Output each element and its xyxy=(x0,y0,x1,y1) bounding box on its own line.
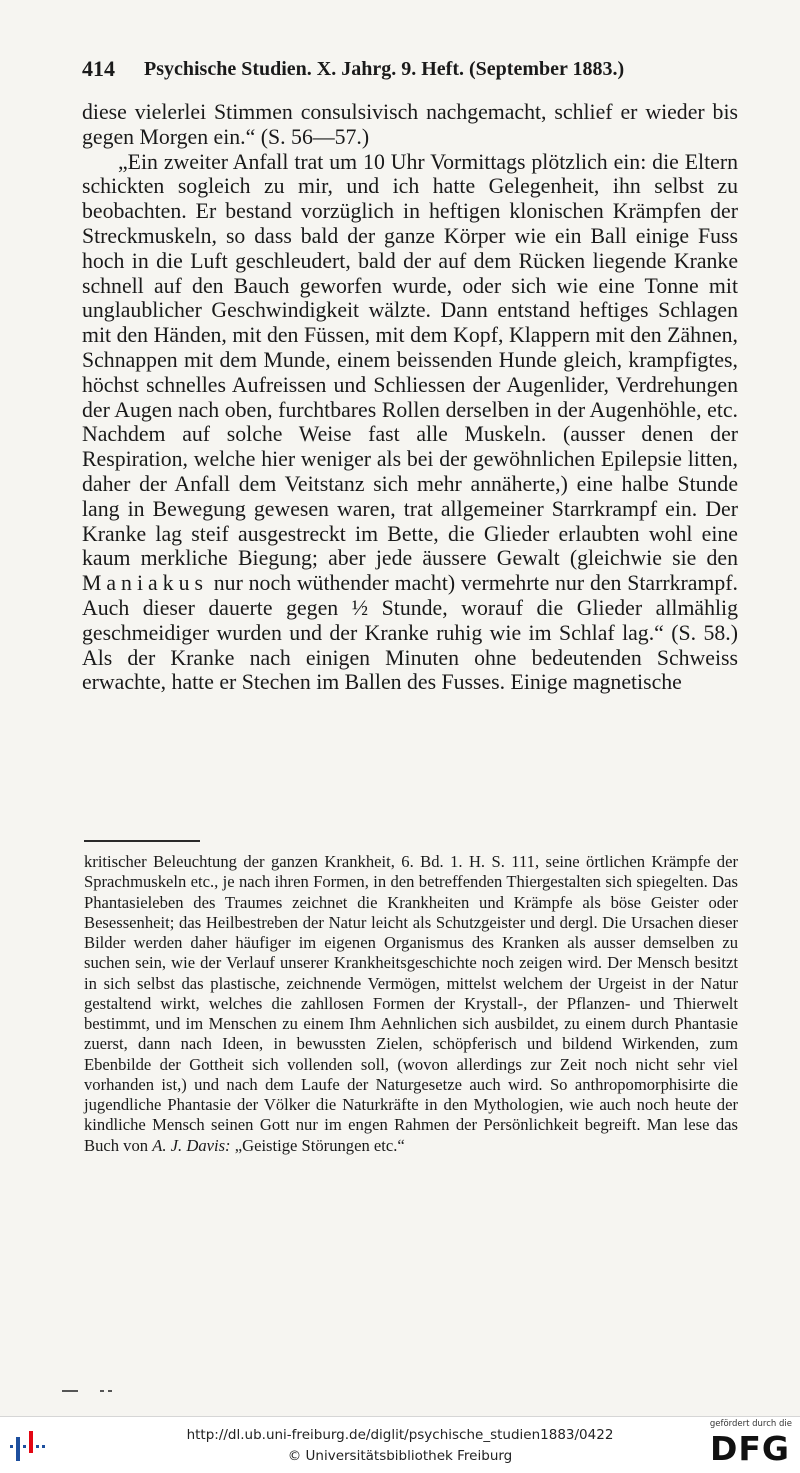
main-text xyxy=(82,100,738,695)
paragraph-2 xyxy=(82,150,738,696)
paragraph-2-part-2: nur noch wüthender macht) vermehrte nur den Starrkrampf. Auch dieser dauerte gegen ½ Stunde, worauf die Glieder allmählig geschmeidiger wurden und der Kranke ruhig wie im Schlaf lag.“ (S. 58.) Als der Kranke nach einigen Minuten ohne bedeutenden Schweiss erwachte, hatte er Stechen im Ballen des Fusses. Einige magnetische xyxy=(82,571,738,695)
footnote xyxy=(84,852,738,1156)
paragraph-2-part-1: „Ein zweiter Anfall trat um 10 Uhr Vormittags plötzlich ein: die Eltern schickten sogleich zu mir, und ich hatte Gelegenheit, ihn selbst zu beobachten. Er bestand vorzüglich in heftigen klonischen Krämpfen der Streckmuskeln, so dass bald der ganze Körper wie ein Ball einige Fuss hoch in die Luft geschleudert, bald der auf dem Rücken liegende Kranke schnell auf den Bauch geworfen wurde, oder sich wie eine Tonne mit unglaublicher Geschwindigkeit wälzte. Dann entstand heftiges Schlagen mit den Händen, mit den Füssen, mit dem Kopf, Klappern mit den Zähnen, Schnappen mit dem Munde, einem beissenden Hunde gleich, krampfigtes, höchst schnelles Aufreissen und Schliessen der Augenlider, Verdrehungen der Augen nach oben, furchtbares Rollen derselben in der Augenhöhle, etc. Nachdem auf solche Weise fast alle Muskeln. (ausser denen der Respiration, welche hier weniger als bei der gewöhnlichen Epilepsie litten, daher der Anfall dem Veitstanz sich mehr annäherte,) eine halbe Stunde lang in Bewegung gewesen waren, trat allgemeiner Starrkrampf ein. Der Kranke lag steif ausgestreckt im Bette, die Glieder erlaubten wohl eine kaum merkliche Biegung; aber jede äussere Gewalt (gleichwie sie den xyxy=(82,149,738,571)
spaced-word: Maniakus xyxy=(82,571,208,596)
printer-marks xyxy=(62,1388,122,1394)
permalink-url[interactable]: http://dl.ub.uni-freiburg.de/diglit/psychische_studien1883/0422 xyxy=(186,1427,614,1443)
dfg-logo: DFG xyxy=(709,1429,790,1468)
viewer-footer xyxy=(0,1416,800,1473)
page-number: 414 xyxy=(82,56,115,81)
running-title: Psychische Studien. X. Jahrg. 9. Heft. (September 1883.) xyxy=(144,58,625,80)
footnote-text: kritischer Beleuchtung der ganzen Krankheit, 6. Bd. 1. H. S. 111, seine örtlichen Krämpfe der Sprachmuskeln etc., je nach ihren Formen, in den betreffenden Thiergestalten sich spiegelten. Das Phantasieleben des Traumes zeichnet die Krankheiten und Krämpfe als böse Geister oder Besessenheit; das Heilbestreben der Natur leicht als Schutzgeister und dergl. Die Ursachen dieser Bilder werden daher häufiger im eigenen Organismus des Kranken als ausser demselben zu suchen sein, wie der Verlauf unserer Krankheitsgeschichte noch zeigen wird. Der Mensch besitzt in sich selbst das plastische, zeichnende Vermögen, mittelst welchem der Urgeist in der Natur gestaltend wirkt, welches die zahllosen Formen der Krystall-, der Pflanzen- und Thierwelt bestimmt, und im Menschen zu einem Ihm Aehnlichen sich ausbildet, zu einem durch Phantasie zuerst, dann nach Ideen, in bewussten Zielen, schöpferisch und bildend Wirkenden, zum Ebenbilde der Gottheit sich vollenden soll, (wovon allerdings zur Zeit noch nicht sehr viel vorhanden ist,) und nach dem Laufe der Naturgesetze auch wird. So anthropomorphisirte die jugendliche Phantasie der Völker die Naturkräfte in den Mythologien, wie auch noch heute der kindliche Mensch seinen Gott nur im engen Rahmen der Persönlichkeit begreift. Man lese das Buch von xyxy=(84,852,738,1155)
footnote-closing: „Geistige Störungen etc.“ xyxy=(234,1135,405,1155)
copyright-notice: © Universitätsbibliothek Freiburg xyxy=(287,1448,513,1464)
footnote-divider xyxy=(84,840,200,842)
running-header xyxy=(82,52,742,86)
footnote-author: A. J. Davis: xyxy=(152,1135,231,1155)
funding-caption: gefördert durch die xyxy=(709,1419,792,1429)
paragraph-1: diese vielerlei Stimmen consulsivisch nachgemacht, schlief er wieder bis gegen Morgen ein.“ (S. 56—57.) xyxy=(82,100,738,149)
